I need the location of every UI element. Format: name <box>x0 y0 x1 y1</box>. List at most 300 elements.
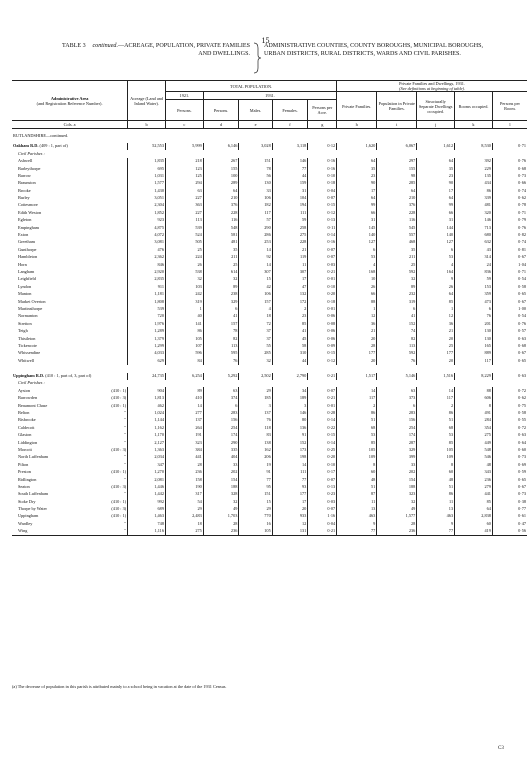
cell-value: 105 <box>239 528 272 536</box>
cell-value: 6 <box>455 305 493 312</box>
district-total-value: 8,530 <box>455 143 493 150</box>
cell-value: 35 <box>417 165 455 172</box>
parish-name: Ayston <box>18 387 31 393</box>
cell-value: 476 <box>128 246 166 253</box>
cell-value: 82 <box>203 335 239 342</box>
cell-value: 92 <box>239 254 272 261</box>
cell-value: 0·67 <box>492 350 527 357</box>
cell-value: 0·03 <box>308 261 337 268</box>
cell-value: 53 <box>417 432 455 439</box>
parish-row <box>12 217 527 224</box>
cell-value: 43 <box>455 246 493 253</box>
cell-value: 58 <box>272 342 308 349</box>
cell-value: 26 <box>417 283 455 290</box>
parish-row <box>12 498 527 505</box>
parish-name: Beaumont Chase <box>18 402 48 408</box>
cell-value: 419 <box>455 528 493 536</box>
parish-name: Preston <box>18 469 31 475</box>
cell-value: 0·54 <box>492 276 527 283</box>
cell-value: 177 <box>337 350 377 357</box>
parish-name: North Luffenham <box>18 454 49 460</box>
parish-name-cell <box>12 520 128 527</box>
cell-value: 210 <box>377 195 417 202</box>
parish-name-cell <box>12 254 128 261</box>
parish-name: Exton <box>18 232 29 238</box>
col-letter: c <box>165 121 203 129</box>
parish-name: Morcott <box>18 446 32 452</box>
parish-name: Egleton <box>18 217 32 223</box>
parish-name: Greetham <box>18 239 35 245</box>
cell-value: 1 <box>417 305 455 312</box>
cell-value: 54 <box>165 498 203 505</box>
cell-value: 4 <box>239 305 272 312</box>
cell-value: 6 <box>203 402 239 409</box>
parish-name: Tickencote <box>18 342 37 348</box>
cell-value: 2 <box>417 402 455 409</box>
parish-row <box>12 350 527 357</box>
col-letter: f <box>272 121 308 129</box>
cell-value: 64 <box>417 291 455 298</box>
cell-value: 1,813 <box>128 395 166 402</box>
cell-value: 0·71 <box>492 268 527 275</box>
cell-value: 449 <box>455 439 493 446</box>
header-private-families: Private Families and Dwellings, 1931. (See definitions at beginning of table). <box>337 81 527 92</box>
parish-name-cell <box>12 446 128 453</box>
cell-value: 236 <box>165 469 203 476</box>
cell-value: 49 <box>377 506 417 513</box>
cell-value: 86 <box>417 491 455 498</box>
cell-value: 0·23 <box>308 491 337 498</box>
district-total-value: 1,516 <box>417 373 455 380</box>
parish-row <box>12 202 527 209</box>
cell-value: 0·07 <box>308 476 337 483</box>
cell-value: 1,181 <box>128 291 166 298</box>
cell-value: 0·75 <box>492 402 527 409</box>
cell-value: 836 <box>455 268 493 275</box>
cell-value: 138 <box>239 439 272 446</box>
cell-value: 0·14 <box>308 417 337 424</box>
cell-value: 695 <box>128 165 166 172</box>
cell-value: 1,170 <box>128 432 166 439</box>
cell-value: 14 <box>417 387 455 394</box>
district-total-value: 6,146 <box>203 143 239 150</box>
cell-value: 2,081 <box>128 476 166 483</box>
parish-name: Barrowden <box>18 395 38 401</box>
cell-value: 51 <box>417 483 455 490</box>
cell-value: 1,379 <box>128 335 166 342</box>
cell-value: 328 <box>203 491 239 498</box>
parish-name-cell <box>12 224 128 231</box>
cell-value: 224 <box>165 254 203 261</box>
cell-value: 4,033 <box>128 350 166 357</box>
cell-value: 157 <box>239 298 272 305</box>
cell-value: 1,703 <box>203 513 239 520</box>
parish-name-cell <box>12 283 128 290</box>
cell-value: 49 <box>203 506 239 513</box>
cell-value: 33 <box>239 187 272 194</box>
cell-value: 4,072 <box>128 231 166 238</box>
table-header <box>12 81 527 129</box>
cell-value: 0·01 <box>308 402 337 409</box>
parish-ref: " <box>124 432 127 438</box>
cell-value: 20 <box>417 335 455 342</box>
parish-ref: " <box>124 417 127 423</box>
cell-value: 118 <box>239 424 272 431</box>
cell-value: 190 <box>165 483 203 490</box>
table-label: TABLE 3 <box>62 43 86 49</box>
cell-value: 0·12 <box>308 357 337 364</box>
cell-value: 505 <box>165 239 203 246</box>
parish-row <box>12 432 527 439</box>
cell-value: 538 <box>165 268 203 275</box>
parish-name: Burley <box>18 195 30 201</box>
civil-parishes-row <box>12 150 527 157</box>
cell-value: 117 <box>239 209 272 216</box>
parish-name: Wardley <box>18 520 33 526</box>
cell-value: 0·55 <box>492 417 527 424</box>
parish-name-cell <box>12 246 128 253</box>
cell-value: 202 <box>203 469 239 476</box>
parish-name-cell <box>12 268 128 275</box>
district-total-row <box>12 373 527 380</box>
cell-value: 0·74 <box>492 187 527 194</box>
cell-value: 1,116 <box>128 528 166 536</box>
cell-value: 0·64 <box>492 439 527 446</box>
cell-value: 0·21 <box>308 395 337 402</box>
cell-value: 154 <box>377 476 417 483</box>
cell-value: 174 <box>203 432 239 439</box>
parish-row <box>12 395 527 402</box>
cell-value: 0·65 <box>492 291 527 298</box>
cell-value: 0·18 <box>308 180 337 187</box>
cell-value: 182 <box>239 202 272 209</box>
cell-value: 32 <box>165 276 203 283</box>
cell-value: 155 <box>377 165 417 172</box>
cell-value: 25 <box>377 261 417 268</box>
cell-value: 335 <box>203 446 239 453</box>
cell-value: 21 <box>337 328 377 335</box>
cell-value: 253 <box>239 239 272 246</box>
parish-name-cell <box>12 291 128 298</box>
cell-value: 44 <box>272 357 308 364</box>
parish-name: Horn <box>18 261 27 267</box>
cell-value: 285 <box>377 180 417 187</box>
cell-value: 0·72 <box>492 387 527 394</box>
cell-value: 211 <box>377 254 417 261</box>
cell-value: 111 <box>272 469 308 476</box>
parish-name: Lyndon <box>18 283 32 289</box>
parish-name-cell <box>12 491 128 498</box>
cell-value: 0·61 <box>492 513 527 520</box>
cell-value: 0·20 <box>308 291 337 298</box>
parish-ref: " <box>124 528 127 534</box>
parish-name-cell <box>12 439 128 446</box>
cell-value: 1,289 <box>128 328 166 335</box>
col-letter: g <box>308 121 337 129</box>
parish-ref: (410 : 3) <box>111 395 127 401</box>
cell-value: 254 <box>377 424 417 431</box>
cell-value: 6 <box>377 305 417 312</box>
col-letter: k <box>455 121 493 129</box>
cell-value: 14 <box>337 387 377 394</box>
cell-value: 889 <box>455 350 493 357</box>
cell-value: 343 <box>455 469 493 476</box>
cell-value: 319 <box>377 298 417 305</box>
cell-value: 26 <box>165 261 203 268</box>
cell-value: 26 <box>337 283 377 290</box>
parish-name: Martinsthorpe <box>18 305 43 311</box>
cell-value: 2,920 <box>128 268 166 275</box>
cell-value: 1,031 <box>128 172 166 179</box>
cell-value: 277 <box>165 409 203 416</box>
cell-value: 151 <box>239 158 272 165</box>
parish-row <box>12 165 527 172</box>
parish-ref: " <box>124 410 127 416</box>
cell-value: 1,446 <box>128 483 166 490</box>
cell-value: 1,144 <box>128 417 166 424</box>
title-left-text: —ACREAGE, POPULATION, PRIVATE FAMILIES AND DWELLINGS. <box>118 43 250 57</box>
cell-value: 80 <box>272 417 308 424</box>
cell-value: 0·14 <box>308 439 337 446</box>
parish-row <box>12 491 527 498</box>
cell-value: 0·76 <box>492 224 527 231</box>
cell-value: 68 <box>337 424 377 431</box>
cell-value: 287 <box>377 439 417 446</box>
cell-value: 10 <box>337 276 377 283</box>
cell-value: 404 <box>203 454 239 461</box>
cell-value: 0·09 <box>308 342 337 349</box>
cell-value: 0·38 <box>492 498 527 505</box>
cell-value: 68 <box>417 424 455 431</box>
cell-value: 100 <box>203 172 239 179</box>
cell-value: 172 <box>272 298 308 305</box>
parish-row <box>12 172 527 179</box>
cell-value: 1·16 <box>308 513 337 520</box>
cell-value: 34 <box>272 387 308 394</box>
cell-value: 286 <box>239 231 272 238</box>
cell-value: 3 <box>239 402 272 409</box>
cell-value: 8 <box>417 461 455 468</box>
cell-value: 51 <box>337 483 377 490</box>
parish-row <box>12 461 527 468</box>
cell-value: 592 <box>377 268 417 275</box>
cell-value: 116 <box>377 217 417 224</box>
cell-value: 0·81 <box>492 246 527 253</box>
cell-value: 76 <box>377 357 417 364</box>
cell-value: 29 <box>239 506 272 513</box>
cell-value: 0·15 <box>308 202 337 209</box>
cell-value: 310 <box>272 350 308 357</box>
cell-value: 462 <box>128 402 166 409</box>
cell-value: 441 <box>165 454 203 461</box>
cell-value: 113 <box>165 217 203 224</box>
cell-value: 51 <box>337 417 377 424</box>
cell-value: 99 <box>417 202 455 209</box>
cell-value: 307 <box>239 268 272 275</box>
cell-value: 28 <box>377 520 417 527</box>
cell-value: 264 <box>165 424 203 431</box>
cell-value: 0·47 <box>492 520 527 527</box>
cell-value: 545 <box>377 224 417 231</box>
parish-name-cell <box>12 513 128 520</box>
cell-value: 119 <box>272 254 308 261</box>
cell-value: 297 <box>377 158 417 165</box>
cell-value: 992 <box>128 498 166 505</box>
cell-value: 2 <box>272 305 308 312</box>
parish-name-cell <box>12 498 128 505</box>
cell-value: 933 <box>272 513 308 520</box>
parish-name: Barleythorpe <box>18 165 41 171</box>
cell-value: 45 <box>272 335 308 342</box>
cell-value: 42 <box>239 283 272 290</box>
parish-name-cell <box>12 350 128 357</box>
cell-value: 267 <box>203 158 239 165</box>
cell-value: 354 <box>455 424 493 431</box>
district-total-value: 8,229 <box>455 373 493 380</box>
cell-value: 539 <box>165 224 203 231</box>
cell-value: 99 <box>337 202 377 209</box>
cell-value: 188 <box>377 483 417 490</box>
cell-value: 44 <box>272 172 308 179</box>
footer-mark: C3 <box>498 746 504 751</box>
col-letter: h <box>337 121 377 129</box>
civil-parishes-label: Civil Parishes : <box>18 380 45 386</box>
parish-name-cell <box>12 165 128 172</box>
cell-value: 283 <box>203 409 239 416</box>
cell-value: 32 <box>203 498 239 505</box>
parish-name-cell <box>12 313 128 320</box>
cell-value: 227 <box>165 195 203 202</box>
cell-value: 91 <box>272 432 308 439</box>
cell-value: 539 <box>128 305 166 312</box>
cell-value: 0·82 <box>492 231 527 238</box>
cell-value: 1,162 <box>128 424 166 431</box>
parish-ref: (410 : 3) <box>111 446 127 452</box>
header-rooms: Rooms occupied. <box>455 92 493 121</box>
cell-value: 37 <box>239 335 272 342</box>
cell-value: 236 <box>455 476 493 483</box>
parish-name-cell <box>12 217 128 224</box>
data-table <box>12 80 527 536</box>
district-title: Oakham R.D. <box>13 143 39 149</box>
col-letter: b <box>128 121 166 129</box>
cell-value: 0·15 <box>308 350 337 357</box>
cell-value: 410 <box>165 395 203 402</box>
cell-value: 74 <box>377 328 417 335</box>
cell-value: 0·68 <box>492 165 527 172</box>
parish-name: Braunston <box>18 180 36 186</box>
parish-ref: (410 : 1) <box>111 469 127 475</box>
parish-row <box>12 246 527 253</box>
col-letter: l <box>492 121 527 129</box>
cell-value: 85 <box>455 498 493 505</box>
cell-value: 32 <box>377 498 417 505</box>
cell-value: 20 <box>337 357 377 364</box>
cell-value: 211 <box>203 254 239 261</box>
cell-value: 188 <box>203 483 239 490</box>
cell-value: 78 <box>239 165 272 172</box>
cell-value: 0·77 <box>492 506 527 513</box>
cell-value: 24 <box>455 261 493 268</box>
cell-value: 275 <box>455 432 493 439</box>
parish-row <box>12 520 527 527</box>
cell-value: 86 <box>337 409 377 416</box>
spacer-cell <box>12 365 527 373</box>
cell-value: 31 <box>272 187 308 194</box>
parish-name-cell <box>12 180 128 187</box>
cell-value: 83 <box>239 432 272 439</box>
cell-value: 392 <box>455 158 493 165</box>
parish-name-cell <box>12 261 128 268</box>
col-letter: j <box>417 121 455 129</box>
cell-value: 17 <box>272 276 308 283</box>
parish-row <box>12 506 527 513</box>
cell-value: 546 <box>455 454 493 461</box>
cell-value: 1,363 <box>128 446 166 453</box>
cell-value: 144 <box>417 224 455 231</box>
parish-name: Barrow <box>18 172 31 178</box>
cell-value: 0·78 <box>492 202 527 209</box>
cell-value: 0·73 <box>492 454 527 461</box>
cell-value: 13 <box>417 506 455 513</box>
cell-value: 0·79 <box>492 217 527 224</box>
cell-value: 151 <box>239 491 272 498</box>
cell-value: 76 <box>239 417 272 424</box>
cell-value: 32 <box>239 357 272 364</box>
cell-value: 0·16 <box>308 158 337 165</box>
cell-value: 82 <box>377 335 417 342</box>
parish-name: Manton <box>18 291 32 297</box>
cell-value: 0·67 <box>492 254 527 261</box>
cell-value: 4,875 <box>128 224 166 231</box>
cell-value: 0·67 <box>492 483 527 490</box>
parish-name: Pilton <box>18 461 29 467</box>
parish-ref: (410 : 1) <box>111 387 127 393</box>
cell-value: 307 <box>272 268 308 275</box>
cell-value: 0·08 <box>308 320 337 327</box>
cell-value: 125 <box>165 172 203 179</box>
cell-value: 35 <box>377 246 417 253</box>
cell-value: 1 <box>337 305 377 312</box>
parish-row <box>12 187 527 194</box>
cell-value: 66 <box>337 291 377 298</box>
cell-value: 0·57 <box>492 328 527 335</box>
cell-value: 130 <box>455 328 493 335</box>
parish-row <box>12 417 527 424</box>
cell-value: 9 <box>417 520 455 527</box>
cell-value: 1 <box>165 305 203 312</box>
cell-value: 21 <box>417 328 455 335</box>
cell-value: 157 <box>203 320 239 327</box>
cell-value: 2,034 <box>128 454 166 461</box>
cell-value: 0·28 <box>308 409 337 416</box>
parish-name-cell <box>12 402 128 409</box>
cell-value: 0·68 <box>492 342 527 349</box>
cell-value: 48 <box>417 476 455 483</box>
cell-value: 40 <box>165 313 203 320</box>
cell-value: 20 <box>417 357 455 364</box>
cell-value: 103 <box>165 283 203 290</box>
cell-value: 64 <box>377 187 417 194</box>
cell-value: 0·62 <box>492 395 527 402</box>
parish-row <box>12 513 527 520</box>
cell-value: 0·69 <box>492 461 527 468</box>
cell-value: 191 <box>165 432 203 439</box>
cell-value: 106 <box>239 291 272 298</box>
parish-name: Teigh <box>18 328 28 334</box>
cell-value: 289 <box>203 180 239 187</box>
parish-name-cell <box>12 305 128 312</box>
